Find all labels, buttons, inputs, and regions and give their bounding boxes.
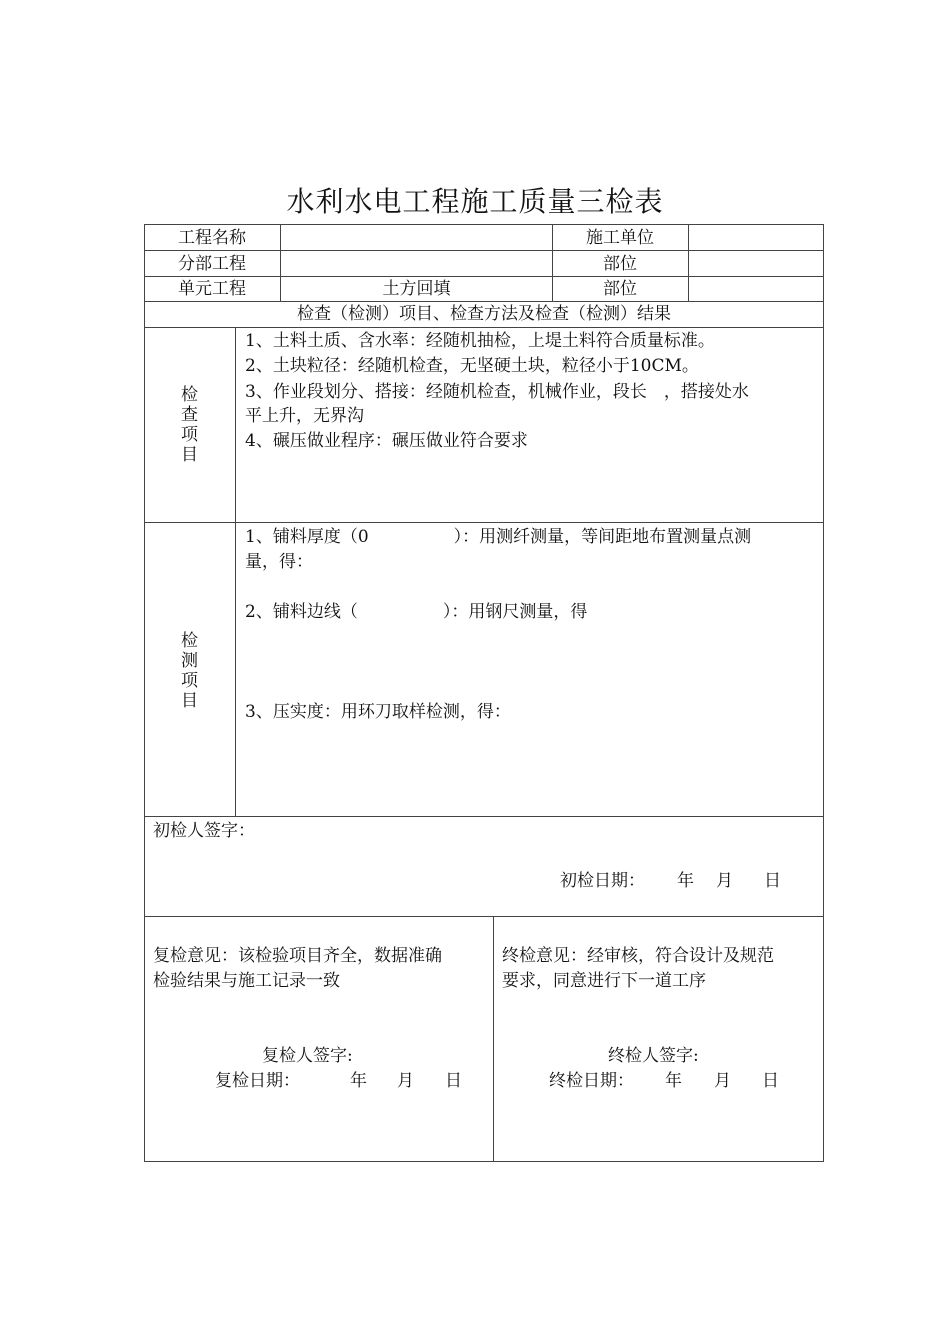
first-check-day: 日 xyxy=(764,871,781,891)
final-check-signature-label: 终检人签字: xyxy=(608,1046,699,1066)
testing-item: 1、铺料厚度（0 ）：用测纤测量，等间距地布置测量点测 xyxy=(245,527,752,547)
final-check-day: 日 xyxy=(762,1071,779,1091)
inspection-item: 1、土料土质、含水率：经随机抽检，上堤土料符合质量标准。 xyxy=(245,331,715,351)
first-check-month: 月 xyxy=(716,871,733,891)
first-check-date-label: 初检日期： xyxy=(560,871,645,891)
second-check-year: 年 xyxy=(350,1071,367,1091)
location-label: 部位 xyxy=(603,254,637,274)
column-divider xyxy=(493,916,494,1162)
project-name-label: 工程名称 xyxy=(178,228,246,248)
inspection-item: 平上升，无界沟 xyxy=(245,406,364,426)
row-divider xyxy=(144,816,824,817)
row-divider xyxy=(144,327,824,328)
first-check-signature-label: 初检人签字： xyxy=(153,821,255,841)
location-label: 部位 xyxy=(603,279,637,299)
second-check-opinion: 检验结果与施工记录一致 xyxy=(153,971,340,991)
column-divider xyxy=(235,327,236,816)
final-check-opinion: 要求，同意进行下一道工序 xyxy=(502,971,706,991)
document-title: 水利水电工程施工质量三检表 xyxy=(286,185,664,218)
row-divider xyxy=(144,250,824,251)
final-check-opinion: 终检意见：经审核，符合设计及规范 xyxy=(502,946,774,966)
first-check-year: 年 xyxy=(677,871,694,891)
second-check-signature-label: 复检人签字: xyxy=(262,1046,353,1066)
inspection-item: 3、作业段划分、搭接：经随机检查，机械作业，段长 ，搭接处水 xyxy=(245,382,749,402)
row-divider xyxy=(144,916,824,917)
inspection-items-label: 检 查 项 目 xyxy=(181,385,198,465)
row-divider xyxy=(144,522,824,523)
second-check-month: 月 xyxy=(397,1071,414,1091)
testing-item: 2、铺料边线（ ）：用钢尺测量，得 xyxy=(245,602,588,622)
inspection-item: 4、碾压做业程序：碾压做业符合要求 xyxy=(245,431,528,451)
second-check-day: 日 xyxy=(445,1071,462,1091)
testing-item: 量，得： xyxy=(245,552,313,572)
division-label: 分部工程 xyxy=(178,254,246,274)
second-check-date-label: 复检日期： xyxy=(215,1071,300,1091)
testing-items-label: 检 测 项 目 xyxy=(181,631,198,711)
final-check-date-label: 终检日期： xyxy=(549,1071,634,1091)
second-check-opinion: 复检意见：该检验项目齐全，数据准确 xyxy=(153,946,442,966)
column-divider xyxy=(688,224,689,301)
contractor-label: 施工单位 xyxy=(586,228,654,248)
inspection-item: 2、土块粒径：经随机检查，无坚硬土块，粒径小于10CM。 xyxy=(245,356,699,376)
section-heading: 检查（检测）项目、检查方法及检查（检测）结果 xyxy=(297,304,671,324)
final-check-year: 年 xyxy=(665,1071,682,1091)
unit-project-label: 单元工程 xyxy=(178,279,246,299)
final-check-month: 月 xyxy=(714,1071,731,1091)
unit-project-value: 土方回填 xyxy=(382,279,451,299)
testing-item: 3、压实度：用环刀取样检测，得： xyxy=(245,702,511,722)
